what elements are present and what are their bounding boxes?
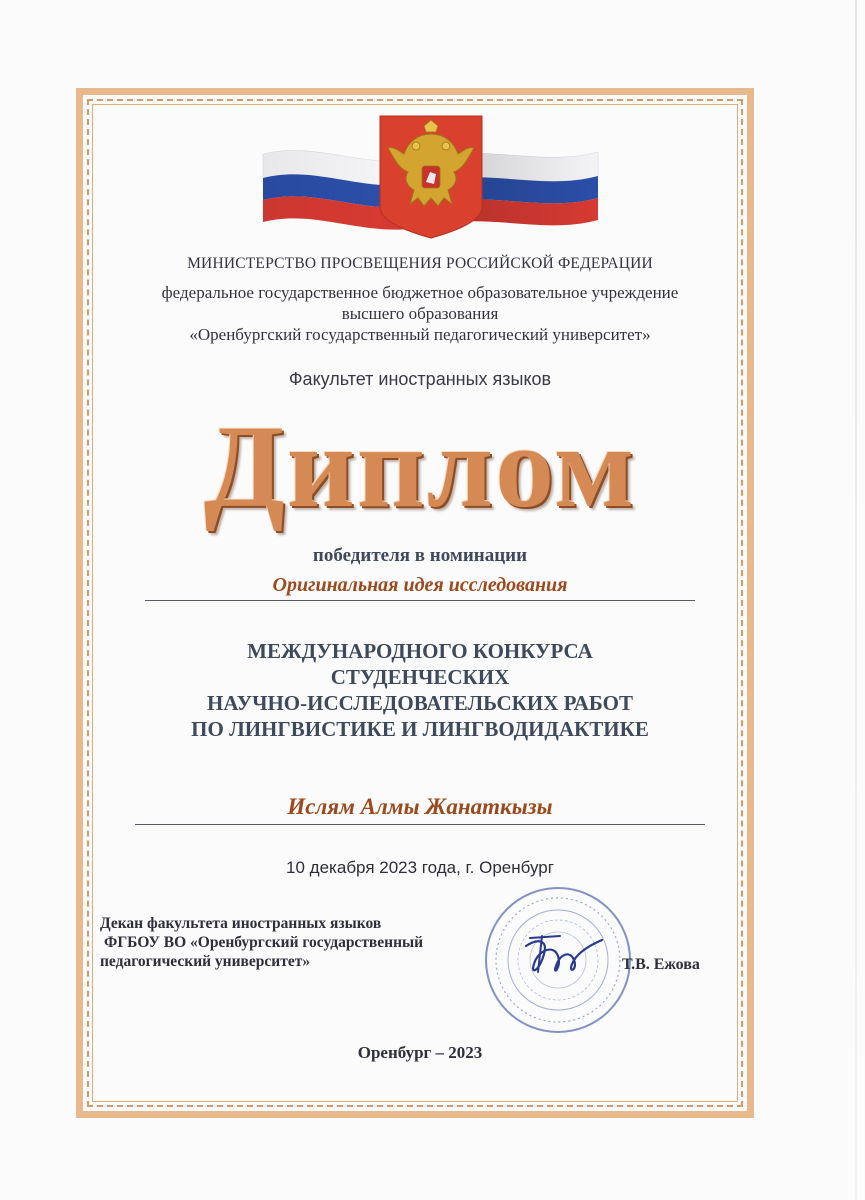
- contest-line: МЕЖДУНАРОДНОГО КОНКУРСА: [247, 639, 593, 663]
- flag-with-emblem: [258, 112, 603, 240]
- institution-line-1: федеральное государственное бюджетное образовательное учреждение: [161, 283, 679, 302]
- diploma-title: Диплом: [203, 401, 637, 532]
- ministry-heading: МИНИСТЕРСТВО ПРОСВЕЩЕНИЯ РОССИЙСКОЙ ФЕДЕРАЦИИ: [187, 255, 653, 272]
- date-place: 10 декабря 2023 года, г. Оренбург: [286, 858, 554, 877]
- winner-line: победителя в номинации: [312, 545, 528, 566]
- dean-title: [100, 914, 423, 971]
- dean-line-1: Декан факультета иностранных языков: [100, 915, 382, 932]
- signatory-name: Т.В. Ежова: [622, 956, 700, 973]
- institution-line-2: высшего образования: [341, 304, 499, 323]
- signature-icon: [526, 936, 602, 972]
- dean-line-2: ФГБОУ ВО «Оренбургский государственный: [104, 934, 424, 951]
- contest-line: НАУЧНО-ИССЛЕДОВАТЕЛЬСКИХ РАБОТ: [207, 691, 633, 715]
- city-year: Оренбург – 2023: [357, 1043, 483, 1062]
- russian-coat-of-arms-icon: [380, 116, 482, 238]
- institution-line-3: «Оренбургский государственный педагогический университет»: [189, 325, 651, 344]
- nomination-name: Оригинальная идея исследования: [145, 574, 695, 601]
- dean-line-3: педагогический университет»: [100, 953, 311, 970]
- contest-name: [0, 638, 840, 742]
- faculty-name: Факультет иностранных языков: [288, 369, 552, 389]
- contest-line: СТУДЕНЧЕСКИХ: [330, 665, 510, 689]
- sheet-edge: [855, 0, 857, 1200]
- contest-line: ПО ЛИНГВИСТИКЕ И ЛИНГВОДИДАКТИКЕ: [191, 717, 649, 741]
- university-stamp-icon: [478, 880, 638, 1040]
- recipient-name: Ислям Алмы Жанаткызы: [135, 794, 705, 825]
